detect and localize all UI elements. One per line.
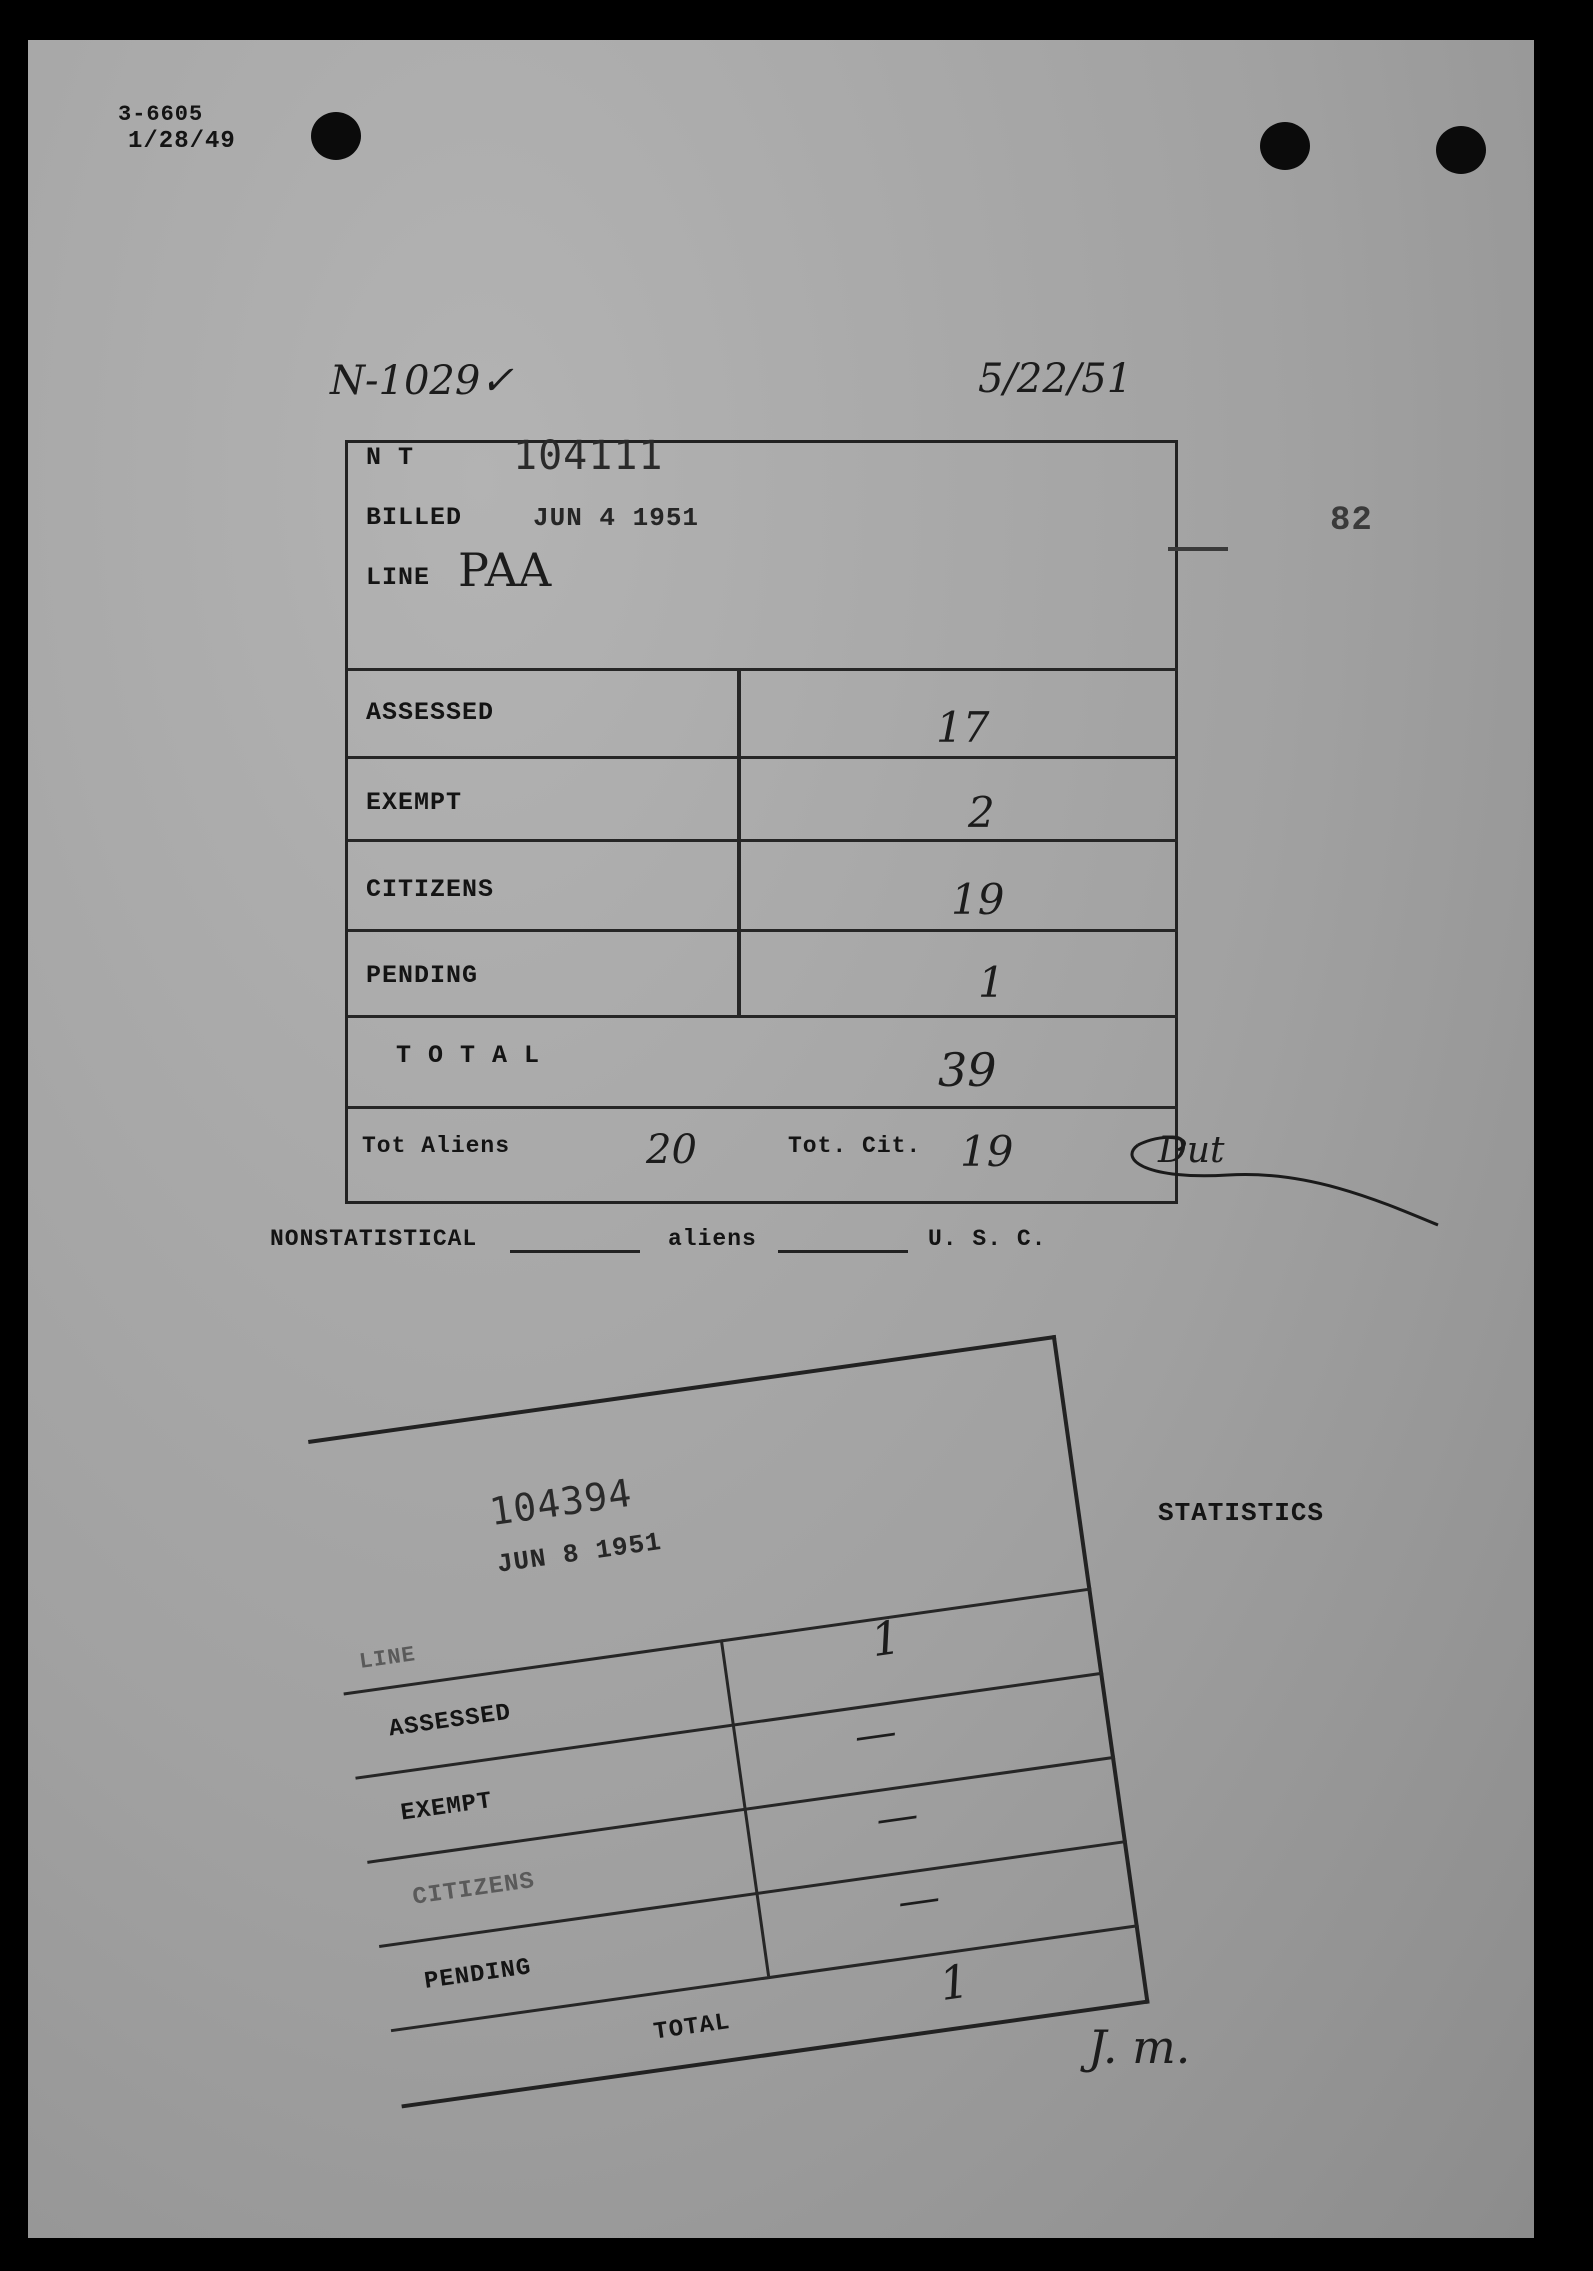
- margin-number: 82: [1330, 502, 1373, 540]
- nt-number: 104111: [513, 433, 664, 479]
- bottom-initials: J. m.: [1088, 2020, 1191, 2074]
- divider: [348, 1106, 1178, 1109]
- divider: [348, 668, 1178, 671]
- tot-cit-label: Tot. Cit.: [788, 1133, 922, 1159]
- bottom-row-label-pending: PENDING: [422, 1954, 534, 1996]
- row-label-citizens: CITIZENS: [366, 875, 495, 904]
- total-label: T O T A L: [396, 1041, 541, 1070]
- bottom-total-label: TOTAL: [652, 2009, 733, 2047]
- bottom-stamp: JUN 8 1951: [495, 1526, 664, 1580]
- divider: [348, 929, 1178, 932]
- usc-label: U. S. C.: [928, 1226, 1047, 1252]
- row-value-exempt: 2: [968, 788, 995, 837]
- bottom-row-label-exempt: EXEMPT: [399, 1787, 495, 1828]
- row-value-citizens: 19: [951, 875, 1005, 924]
- column-divider: [737, 668, 741, 1016]
- statistics-label: STATISTICS: [1158, 1498, 1325, 1528]
- bottom-row-label-citizens: CITIZENS: [410, 1867, 537, 1912]
- corner-note-1: 3-6605: [118, 102, 204, 127]
- punch-hole-right: [1436, 126, 1486, 174]
- blank-line: [510, 1250, 640, 1253]
- tot-cit-value: 19: [960, 1127, 1014, 1176]
- row-label-pending: PENDING: [366, 961, 479, 990]
- row-value-assessed: 17: [936, 703, 990, 752]
- tot-aliens-value: 20: [646, 1127, 697, 1173]
- aliens-label: aliens: [668, 1226, 757, 1252]
- nonstat-label: NONSTATISTICAL: [270, 1226, 478, 1252]
- handwritten-date: 5/22/51: [978, 356, 1133, 402]
- handwritten-id: N-1029✓: [330, 358, 514, 404]
- bottom-row-value-citizens: —: [872, 1788, 922, 1844]
- billed-stamp: JUN 4 1951: [533, 503, 700, 533]
- punch-hole-middle: [1260, 122, 1310, 170]
- line-label: LINE: [366, 563, 431, 592]
- nt-label: N T: [366, 443, 415, 472]
- top-form-box: [345, 433, 1178, 1204]
- line-value: PAA: [458, 543, 552, 597]
- row-value-pending: 1: [978, 958, 1005, 1007]
- punch-hole-left: [311, 112, 361, 160]
- initials: Dut: [1158, 1130, 1225, 1171]
- bottom-form-card: [308, 1334, 1155, 2113]
- bottom-number: 104394: [486, 1470, 635, 1535]
- bottom-row-label-assessed: ASSESSED: [387, 1699, 514, 1744]
- total-value: 39: [938, 1043, 997, 1097]
- bottom-total-value: 1: [936, 1953, 973, 2012]
- margin-dash: [1168, 547, 1228, 551]
- bottom-row-value-exempt: —: [851, 1706, 900, 1761]
- divider: [348, 839, 1178, 842]
- blank-line: [778, 1250, 908, 1253]
- divider: [348, 1015, 1178, 1018]
- tot-aliens-label: Tot Aliens: [362, 1133, 511, 1159]
- bottom-row-value-assessed: 1: [867, 1609, 905, 1668]
- divider: [348, 756, 1178, 759]
- bottom-row-value-pending: —: [894, 1871, 944, 1927]
- row-label-exempt: EXEMPT: [366, 788, 463, 817]
- corner-note-2: 1/28/49: [128, 128, 236, 155]
- document-page: [28, 40, 1534, 2238]
- row-label-assessed: ASSESSED: [366, 698, 495, 727]
- billed-label: BILLED: [366, 503, 463, 532]
- bottom-line-label: LINE: [357, 1642, 418, 1675]
